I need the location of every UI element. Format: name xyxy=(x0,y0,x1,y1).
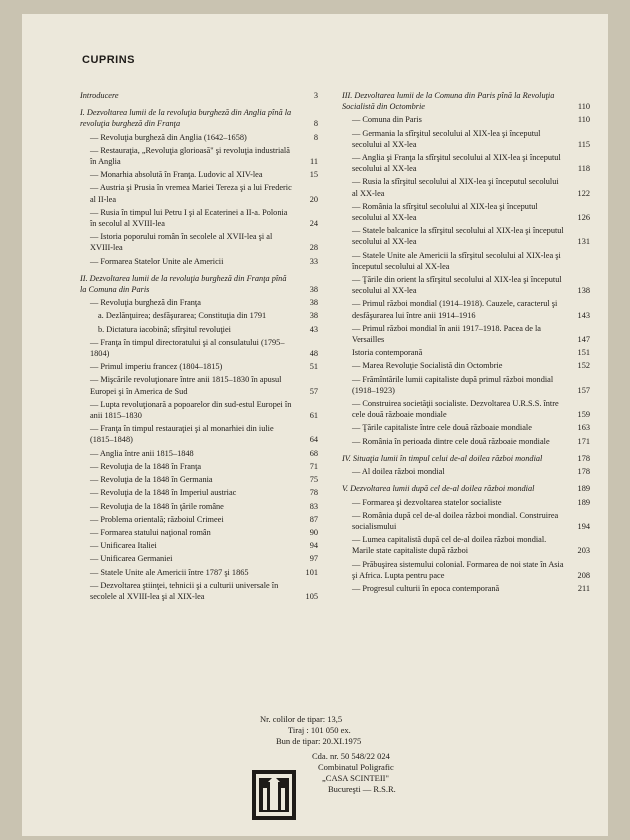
toc-entry-title: III. Dezvoltarea lumii de la Comuna din Paris pînă la Revoluţia Socialistă din Octombrie xyxy=(342,91,555,112)
toc-entry xyxy=(342,250,590,272)
toc-entry-page: 178 xyxy=(577,467,590,477)
toc-entry-page: 94 xyxy=(309,541,318,551)
toc-entry-title: — Primul război mondial (1914–1918). Cauzele, caracterul şi desfăşurarea lui între anii 1914–1916 xyxy=(352,299,558,320)
toc-entry-title: — Progresul culturii în epoca contemporană xyxy=(352,583,500,593)
toc-entry-page: 87 xyxy=(309,514,318,524)
toc-entry-title: — Comuna din Paris xyxy=(352,115,422,125)
toc-entry xyxy=(80,374,318,396)
page-title: CUPRINS xyxy=(82,54,136,66)
toc-entry-title: — Formarea şi dezvoltarea statelor socialiste xyxy=(352,497,502,507)
toc-entry-page: 203 xyxy=(577,546,590,556)
toc-entry-title: — Restauraţia, „Revoluţia glorioasă" şi revoluţia industrială în Anglia xyxy=(90,145,290,167)
toc-entry xyxy=(342,176,590,198)
toc-entry-title: — Revoluţia de la 1848 în Franţa xyxy=(90,461,202,471)
toc-entry-title: — Revoluţia de la 1848 în Imperiul austriac xyxy=(90,488,237,498)
toc-entry xyxy=(342,152,590,174)
toc-entry-page: 115 xyxy=(577,139,590,149)
toc-entry-page: 110 xyxy=(577,102,590,112)
toc-entry-title: — Statele Unite ale Americii între 1787 şi 1865 xyxy=(90,567,249,577)
toc-entry-title: — Formarea statului naţional român xyxy=(90,527,211,537)
toc-entry xyxy=(80,540,318,551)
toc-entry-title: — Revoluţia burgheză din Franţa xyxy=(90,298,201,308)
toc-entry-page: 211 xyxy=(577,583,590,593)
toc-entry-title: Istoria contemporană xyxy=(352,348,423,358)
toc-entry-page: 178 xyxy=(577,453,590,463)
toc-entry-title: — Formarea Statelor Unite ale Americii xyxy=(90,256,224,266)
toc-entry xyxy=(80,527,318,538)
colophon-print-date: Bun de tipar: 20.XI.1975 xyxy=(276,736,362,746)
toc-entry xyxy=(80,107,318,129)
toc-entry-title: — Mişcările revoluţionare între anii 1815–1830 în apusul Europei şi în America de Sud xyxy=(90,375,282,396)
colophon-print-run: Tiraj : 101 050 ex. xyxy=(288,725,351,735)
toc-entry-title: — Marea Revoluţie Socialistă din Octombrie xyxy=(352,361,503,371)
toc-entry-page: 171 xyxy=(577,436,590,446)
toc-entry-title: IV. Situaţia lumii în timpul celui de-al doilea război mondial xyxy=(342,453,543,463)
toc-entry-page: 157 xyxy=(577,385,590,395)
toc-entry xyxy=(80,567,318,578)
toc-entry xyxy=(80,297,318,308)
toc-entry-page: 110 xyxy=(577,115,590,125)
toc-entry-page: 43 xyxy=(309,324,318,334)
colophon-sheets: Nr. colilor de tipar: 13,5 xyxy=(260,714,343,724)
colophon-printer-name: „CASA SCINTEII" xyxy=(322,773,389,783)
toc-entry-title: — Revoluţia de la 1848 în ţările române xyxy=(90,501,224,511)
toc-entry-page: 83 xyxy=(309,501,318,511)
toc-entry-page: 38 xyxy=(309,298,318,308)
toc-entry-page: 189 xyxy=(577,484,590,494)
toc-entry xyxy=(80,361,318,372)
toc-entry-title: b. Dictatura iacobină; sfîrşitul revoluţiei xyxy=(98,324,231,334)
toc-entry xyxy=(80,231,318,253)
toc-entry xyxy=(80,461,318,472)
book-page xyxy=(22,14,608,836)
toc-entry xyxy=(342,583,590,594)
toc-entry xyxy=(80,90,318,101)
toc-entry-title: — Frămîntările lumii capitaliste după primul război mondial (1918–1923) xyxy=(352,374,554,395)
toc-entry xyxy=(80,580,318,602)
toc-entry xyxy=(342,323,590,345)
toc-entry-page: 28 xyxy=(309,243,318,253)
toc-entry-page: 143 xyxy=(577,310,590,320)
toc-entry xyxy=(342,360,590,371)
toc-entry-title: — Monarhia absolută în Franţa. Ludovic al XIV-lea xyxy=(90,170,263,180)
toc-entry-page: 163 xyxy=(577,423,590,433)
toc-entry xyxy=(342,559,590,581)
toc-entry-page: 122 xyxy=(577,188,590,198)
toc-entry-title: I. Dezvoltarea lumii de la revoluţia burgheză din Anglia pînă la revoluţia burgheză din Franţa xyxy=(80,108,292,129)
toc-entry xyxy=(342,298,590,320)
toc-entry-page: 38 xyxy=(309,311,318,321)
toc-entry xyxy=(80,324,318,335)
toc-entry xyxy=(342,114,590,125)
toc-entry-page: 64 xyxy=(309,435,318,445)
toc-entry-page: 8 xyxy=(313,119,318,129)
toc-entry xyxy=(342,483,590,494)
toc-entry xyxy=(80,310,318,321)
toc-entry xyxy=(342,436,590,447)
toc-entry xyxy=(80,487,318,498)
toc-entry xyxy=(80,145,318,167)
toc-entry xyxy=(80,514,318,525)
toc-entry-page: 33 xyxy=(309,256,318,266)
toc-entry xyxy=(342,201,590,223)
toc-entry xyxy=(342,128,590,150)
toc-entry-title: — Statele Unite ale Americii la sfîrşitul secolului al XIX-lea şi începutul secolului al XX-lea xyxy=(352,250,561,271)
toc-entry xyxy=(80,207,318,229)
colophon-city: Bucureşti — R.S.R. xyxy=(328,784,396,794)
toc-entry-page: 194 xyxy=(577,521,590,531)
toc-entry-page: 75 xyxy=(309,475,318,485)
toc-entry-title: — Problema orientală; războiul Crimeei xyxy=(90,514,224,524)
toc-entry-title: — Revoluţia de la 1848 în Germania xyxy=(90,475,213,485)
colophon xyxy=(254,714,454,795)
toc-entry-title: II. Dezvoltarea lumii de la revoluţia burgheză din Franţa pînă la Comuna din Paris xyxy=(80,273,287,295)
toc-entry-page: 20 xyxy=(309,194,318,204)
toc-entry-title: — Austria şi Prusia în vremea Mariei Tereza şi a lui Frederic al II-lea xyxy=(90,183,292,204)
toc-right-column xyxy=(342,84,590,596)
toc-entry-page: 24 xyxy=(309,219,318,229)
toc-entry-page: 131 xyxy=(577,237,590,247)
toc-entry-page: 118 xyxy=(577,164,590,174)
toc-entry-page: 90 xyxy=(309,527,318,537)
toc-entry-page: 101 xyxy=(305,567,318,577)
toc-entry-title: — Istoria poporului român în secolele al XVII-lea şi al XVIII-lea xyxy=(90,232,273,253)
toc-entry xyxy=(342,347,590,358)
toc-entry xyxy=(342,466,590,477)
colophon-order: Cda. nr. 50 548/22 024 xyxy=(312,751,390,761)
toc-entry-title: — Statele balcanice la sfîrşitul secolului al XIX-lea şi începutul secolului al XX-lea xyxy=(352,226,564,247)
toc-entry-page: 151 xyxy=(577,348,590,358)
toc-entry xyxy=(80,553,318,564)
toc-entry-title: — Ţările capitaliste între cele două războaie mondiale xyxy=(352,423,532,433)
toc-entry-title: — România la sfîrşitul secolului al XIX-lea şi începutul secolului al XX-lea xyxy=(352,201,538,223)
toc-entry-title: — Prăbuşirea sistemului colonial. Formarea de noi state în Asia şi Africa. Lupta pentru pace xyxy=(352,559,564,580)
toc-entry xyxy=(80,399,318,421)
toc-entry-page: 51 xyxy=(309,362,318,372)
toc-entry-title: — Unificarea Italiei xyxy=(90,541,157,551)
toc-entry-title: — Primul război mondial în anii 1917–1918. Pacea de la Versailles xyxy=(352,323,541,345)
toc-entry-title: — Rusia la sfîrşitul secolului al XIX-lea şi începutul secolului al XX-lea xyxy=(352,177,559,198)
toc-entry-page: 189 xyxy=(577,497,590,507)
toc-entry xyxy=(342,90,590,112)
toc-entry-title: — Revoluţia burgheză din Anglia (1642–1658) xyxy=(90,132,247,142)
toc-entry xyxy=(342,534,590,556)
toc-entry-title: — Al doilea război mondial xyxy=(352,467,445,477)
toc-entry-page: 126 xyxy=(577,213,590,223)
colophon-printer: Combinatul Poligrafic xyxy=(318,762,394,772)
toc-entry-page: 152 xyxy=(577,361,590,371)
toc-entry-page: 68 xyxy=(309,448,318,458)
toc-entry-title: — Franţa în timpul directoratului şi al consulatului (1795–1804) xyxy=(90,337,285,359)
toc-entry-page: 48 xyxy=(309,349,318,359)
toc-entry xyxy=(80,423,318,445)
toc-entry xyxy=(80,132,318,143)
toc-entry-title: — Anglia între anii 1815–1848 xyxy=(90,448,194,458)
toc-entry-page: 71 xyxy=(309,461,318,471)
toc-entry xyxy=(80,448,318,459)
toc-entry-page: 15 xyxy=(309,170,318,180)
toc-entry-title: — Rusia în timpul lui Petru I şi al Ecaterinei a II-a. Polonia în secolul al XVIII-lea xyxy=(90,207,288,229)
toc-entry xyxy=(342,453,590,464)
toc-entry-title: — România în perioada dintre cele două războaie mondiale xyxy=(352,436,550,446)
toc-entry-title: V. Dezvoltarea lumii după cel de-al doilea război mondial xyxy=(342,484,535,494)
toc-entry-title: Introducere xyxy=(80,91,119,100)
toc-entry-page: 78 xyxy=(309,488,318,498)
toc-entry-title: — Lupta revoluţionară a popoarelor din sud-estul Europei în anii 1815–1830 xyxy=(90,399,292,421)
toc-entry xyxy=(80,169,318,180)
toc-entry-page: 38 xyxy=(309,285,318,295)
toc-entry xyxy=(80,337,318,359)
toc-entry xyxy=(342,225,590,247)
toc-entry-title: — România după cel de-al doilea război mondial. Construirea socialismului xyxy=(352,510,559,531)
toc-entry-title: — Franţa în timpul restauraţiei şi al monarhiei din iulie (1815–1848) xyxy=(90,424,274,445)
toc-left-column xyxy=(80,84,318,604)
toc-entry-title: — Ţările din orient la sfîrşitul secolului al XIX-lea şi începutul secolului al XX-lea xyxy=(352,275,562,296)
toc-entry-title: — Primul imperiu francez (1804–1815) xyxy=(90,362,223,372)
toc-entry-title: — Construirea societăţii socialiste. Dezvoltarea U.R.S.S. între cele două războaie mondiale xyxy=(352,399,559,420)
toc-entry xyxy=(80,501,318,512)
toc-entry-page: 3 xyxy=(313,91,318,100)
toc-entry-page: 159 xyxy=(577,410,590,420)
toc-entry xyxy=(342,497,590,508)
toc-entry-title: — Lumea capitalistă după cel de-al doilea război mondial. Marile state capitaliste după război xyxy=(352,535,547,556)
toc-entry-title: a. Dezlănţuirea; desfăşurarea; Constituţia din 1791 xyxy=(98,311,267,321)
toc-entry xyxy=(342,398,590,420)
toc-entry-page: 11 xyxy=(310,157,318,167)
toc-entry-page: 105 xyxy=(305,591,318,601)
toc-entry xyxy=(80,182,318,204)
toc-entry-page: 57 xyxy=(309,386,318,396)
toc-entry xyxy=(342,374,590,396)
toc-entry xyxy=(80,256,318,267)
toc-entry xyxy=(342,510,590,532)
toc-entry xyxy=(342,274,590,296)
toc-entry-title: — Unificarea Germaniei xyxy=(90,554,173,564)
toc-entry-title: — Anglia şi Franţa la sfîrşitul secolului al XIX-lea şi începutul secolului al XX-lea xyxy=(352,153,561,174)
toc-entry xyxy=(342,422,590,433)
toc-entry-page: 97 xyxy=(309,554,318,564)
toc-entry-page: 138 xyxy=(577,286,590,296)
toc-entry-page: 208 xyxy=(577,570,590,580)
toc-entry-page: 61 xyxy=(309,411,318,421)
toc-entry-title: — Dezvoltarea ştiinţei, tehnicii şi a culturii universale în secolele al XVIII-lea şi al XIX-lea xyxy=(90,580,279,601)
toc-entry xyxy=(80,474,318,485)
toc-entry-title: — Germania la sfîrşitul secolului al XIX-lea şi începutul secolului al XX-lea xyxy=(352,128,541,149)
toc-entry-page: 147 xyxy=(577,335,590,345)
toc-entry xyxy=(80,273,318,295)
toc-entry-page: 8 xyxy=(313,132,318,142)
